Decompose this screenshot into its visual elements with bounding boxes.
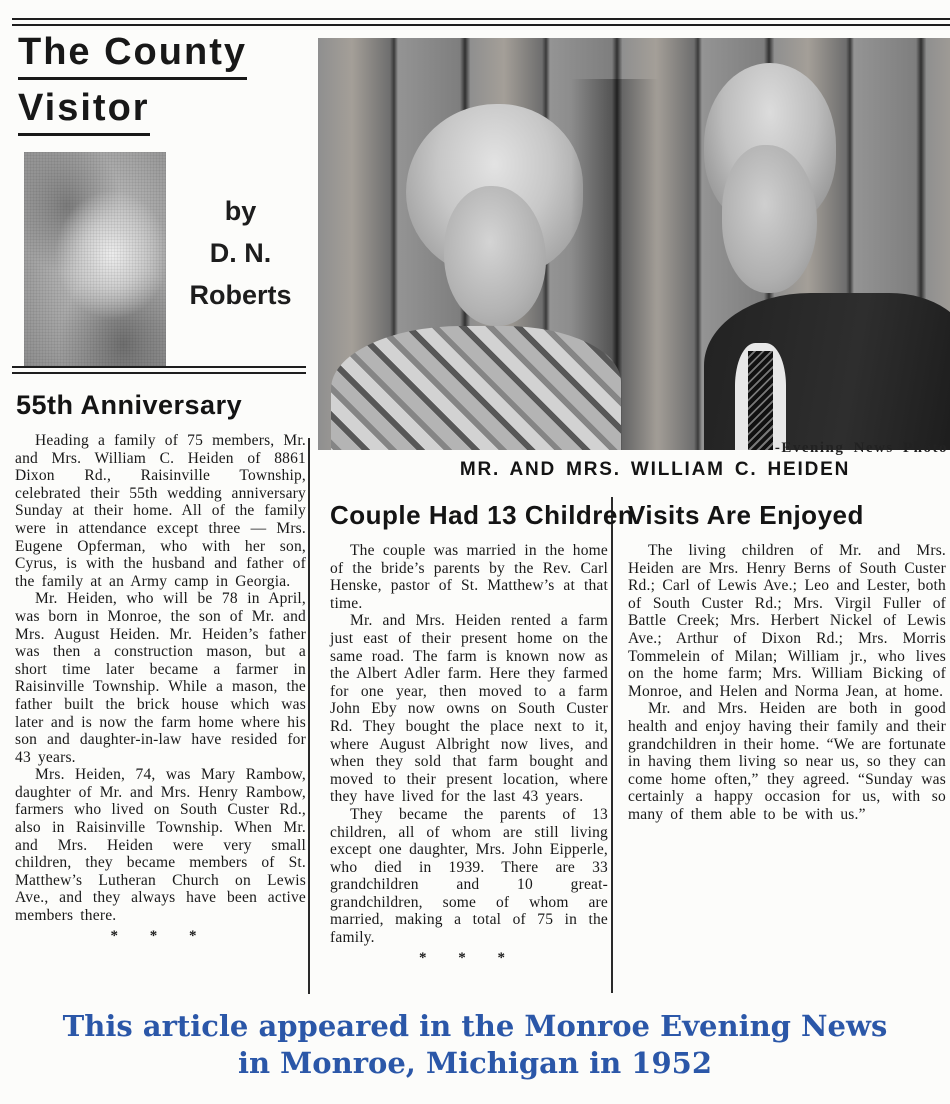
- middle-article-body: [330, 542, 608, 967]
- man-face-shape: [722, 145, 817, 293]
- footer-note-line2: in Monroe, Michigan in 1952: [237, 1046, 713, 1080]
- right-paragraph-1: The living children of Mr. and Mrs. Heiden are Mrs. Henry Berns of South Custer Rd.; Carl of Lewis Ave.; Leo and Lester, both of South Custer Rd.; Mrs. Virgil Fuller of Battle Creek; Mrs. Herbert Nickel of Lewis Ave.; Arthur of Dixon Rd.; Mrs. Morris Tommelein of Milan; William jr., who lives on the home farm; Mrs. William Bicking of Monroe, and Helen and Norma Jean, at home.: [628, 542, 946, 700]
- left-paragraph-3: Mrs. Heiden, 74, was Mary Rambow, daughter of Mr. and Mrs. Henry Rambow, farmers who lived on South Custer Rd., also in Raisinville Township. When Mr. and Mrs. Heiden were very small children, they became members of St. Matthew’s Lutheran Church on Lewis Ave., and they always have been active members there.: [15, 766, 306, 925]
- man-tie-shape: [748, 351, 773, 450]
- masthead-line1: The County: [18, 32, 247, 80]
- photo-credit: -Evening News Photo: [774, 440, 948, 456]
- column-rule-left: [308, 438, 310, 994]
- byline-surname: Roberts: [189, 280, 292, 310]
- woman-plaid-dress-shape: [331, 326, 622, 450]
- masthead: [18, 32, 308, 136]
- right-article-heading: Visits Are Enjoyed: [628, 500, 864, 530]
- right-article-body: [628, 542, 946, 824]
- middle-paragraph-2: Mr. and Mrs. Heiden rented a farm just east of their present home on the same road. The farm is known now as the Albert Adler farm. Here they farmed for one year, then moved to a farm John Eby now owns on South Custer Rd. They bought the place next to it, where August Albright now lives, and when they sold that farm bought and moved to their present location, where they have lived for the last 43 years.: [330, 612, 608, 806]
- footer-note-line1: This article appeared in the Monroe Evening News: [62, 1009, 888, 1043]
- left-article-heading: 55th Anniversary: [16, 390, 243, 420]
- byline-initials: D. N.: [209, 238, 272, 268]
- byline: [178, 190, 303, 316]
- top-double-rule: [12, 18, 950, 26]
- left-paragraph-1: Heading a family of 75 members, Mr. and Mrs. William C. Heiden of 8861 Dixon Rd., Raisinville Township, celebrated their 55th wedding anniversary Sunday at their home. All of the family were in attendance except three — Mrs. Eugene Opferman, who with her son, Cyrus, is with the husband and father of the family at an Army camp in Georgia.: [15, 432, 306, 590]
- middle-paragraph-1: The couple was married in the home of the bride’s parents by the Rev. Carl Henske, pastor of St. Matthew’s at that time.: [330, 542, 608, 612]
- masthead-line2: Visitor: [18, 88, 150, 136]
- middle-paragraph-3: They became the parents of 13 children, all of whom are still living except one daughter, Mrs. John Eipperle, who died in 1939. There are 33 grandchildren and 10 great-grandchildren, some of whom are married, making a total of 75 in the family.: [330, 805, 608, 947]
- byline-by: by: [224, 196, 257, 226]
- left-article-body: [15, 432, 306, 945]
- left-paragraph-2: Mr. Heiden, who will be 78 in April, was born in Monroe, the son of Mr. and Mrs. August Heiden. Mr. Heiden’s father was then a construction mason, but a short time later became a farmer in Raisinville Township. While a mason, the father built the brick house which was later and is now the farm home where his son and daughter-in-law have resided for 43 years.: [15, 590, 306, 766]
- middle-article-heading: Couple Had 13 Children: [330, 500, 635, 530]
- columnist-portrait-photo: [24, 152, 166, 366]
- photo-caption: MR. AND MRS. WILLIAM C. HEIDEN: [459, 459, 851, 480]
- couple-photo: [318, 38, 950, 450]
- woman-face-shape: [444, 186, 545, 326]
- column-rule-right: [611, 497, 613, 993]
- left-asterisk-separator: * * *: [110, 927, 211, 944]
- masthead-bottom-double-rule: [12, 366, 306, 374]
- middle-asterisk-separator: * * *: [419, 949, 519, 966]
- right-paragraph-2: Mr. and Mrs. Heiden are both in good health and enjoy having their family and their grandchildren in their home. “We are fortunate in having them living so near us, so they can come home often,” they agreed. “Sunday was certainly a happy occasion for us, with so many of them able to be with us.”: [628, 700, 946, 823]
- footer-note: [0, 1008, 950, 1082]
